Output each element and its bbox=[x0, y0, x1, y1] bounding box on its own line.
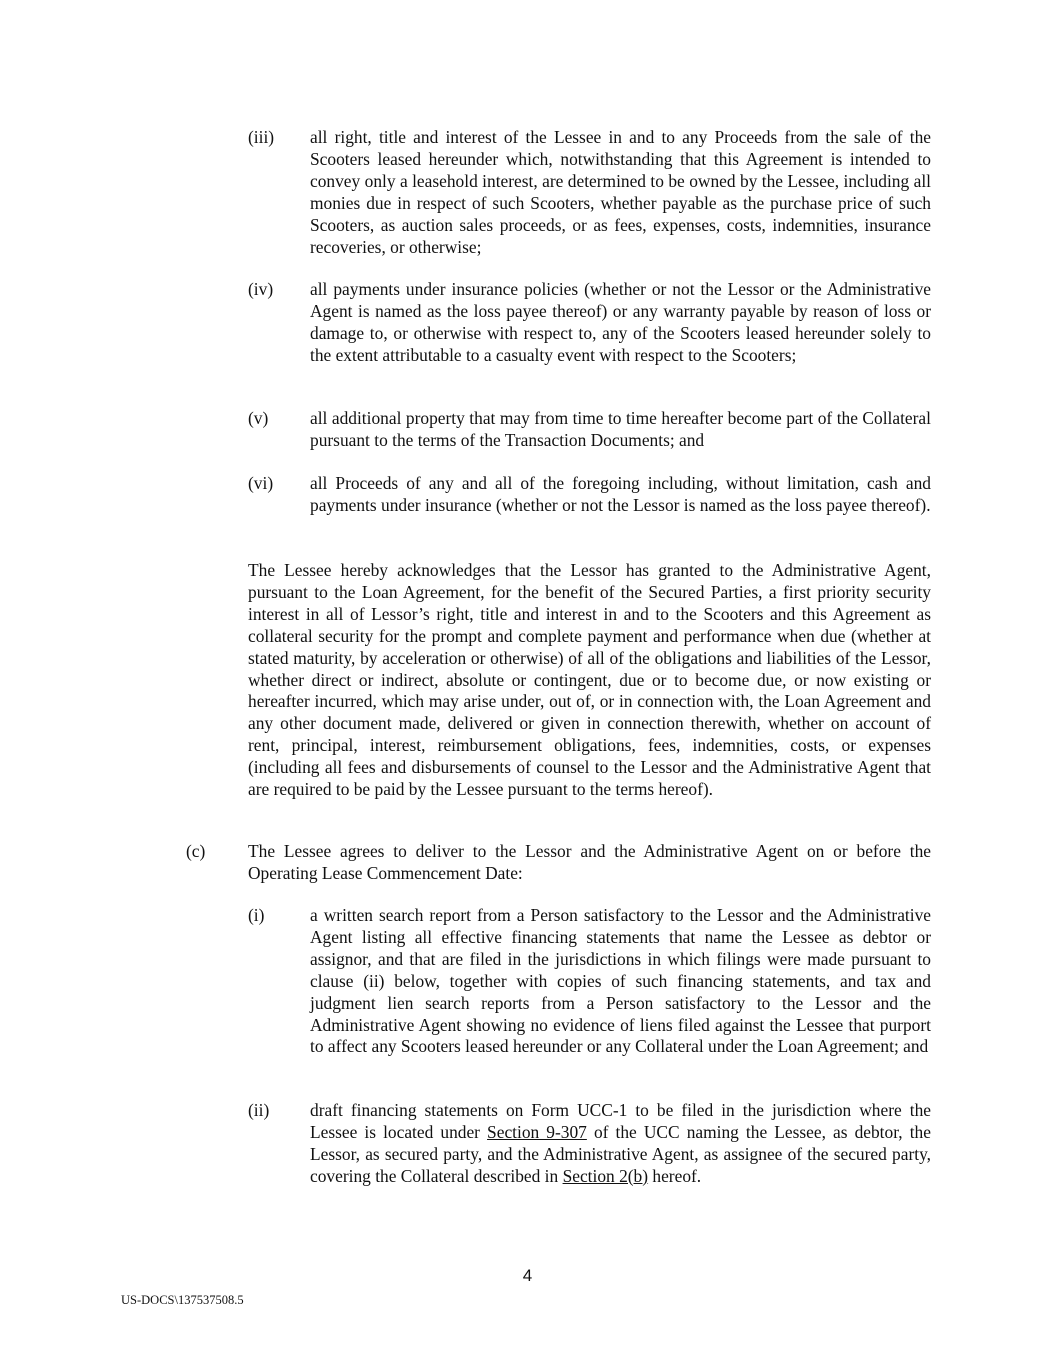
section-c-text: The Lessee agrees to deliver to the Lessor and the Administrative Agent on or before the Operating Lease Commencement Date: bbox=[248, 841, 931, 883]
item-text bbox=[310, 1100, 931, 1188]
item-label: (iv) bbox=[248, 279, 274, 299]
text-part: hereof. bbox=[648, 1165, 702, 1186]
section-2b-reference: Section 2(b) bbox=[562, 1165, 649, 1186]
item-label: (v) bbox=[248, 408, 269, 428]
text-part: draft financing statements on Form UCC-1 to be filed in the jurisdiction where the Lessee is located under bbox=[310, 1100, 931, 1142]
page-number: 4 bbox=[522, 1266, 533, 1285]
item-label: (vi) bbox=[248, 473, 274, 493]
item-label: (i) bbox=[248, 905, 265, 925]
footer-doc-id: US-DOCS\137537508.5 bbox=[121, 1293, 244, 1307]
acknowledgment-paragraph: The Lessee hereby acknowledges that the Lessor has granted to the Administrative Agent, pursuant to the Loan Agreement, for the benefit of the Secured Parties, a first priority security interest in all of Lessor’s right, title and interest in and to the Scooters and this Agreement as collateral security for the prompt and complete payment and performance when due (whether at stated maturity, by acceleration or otherwise) of all of the obligations and liabilities of the Lessor, whether direct or indirect, absolute or contingent, due or to become due, or now existing or hereafter incurred, which may arise under, out of, or in connection with, the Loan Agreement and any other document made, delivered or given in connection therewith, whether on account of rent, principal, interest, reimbursement obligations, fees, indemnities, costs, or expenses (including all fees and disbursements of counsel to the Lessor and the Administrative Agent that are required to be paid by the Lessee pursuant to the terms hereof). bbox=[248, 560, 931, 800]
item-text: all additional property that may from time to time hereafter become part of the Collateral pursuant to the terms of the Transaction Documents; and bbox=[310, 408, 931, 450]
item-label: (ii) bbox=[248, 1100, 270, 1120]
section-c-label: (c) bbox=[186, 841, 206, 861]
item-text: all right, title and interest of the Lessee in and to any Proceeds from the sale of the Scooters leased hereunder which, notwithstanding that this Agreement is intended to convey only a leasehold interest, are determined to be owned by the Lessee, including all monies due in respect of such Scooters, whether payable as the purchase price of such Scooters, as auction sales proceeds, or as fees, expenses, costs, indemnities, insurance recoveries, or otherwise; bbox=[310, 127, 931, 257]
section-9-307-reference: Section 9-307 bbox=[487, 1121, 587, 1142]
item-label: (iii) bbox=[248, 127, 275, 147]
item-text: all Proceeds of any and all of the foregoing including, without limitation, cash and payments under insurance (whether or not the Lessor is named as the loss payee thereof). bbox=[310, 473, 931, 515]
item-text: all payments under insurance policies (whether or not the Lessor or the Administrative Agent is named as the loss payee thereof) or any warranty payable by reason of loss or damage to, or otherwise with respect to, any of the Scooters leased hereunder solely to the extent attributable to a casualty event with respect to the Scooters; bbox=[310, 279, 931, 365]
item-text: a written search report from a Person satisfactory to the Lessor and the Administrative Agent listing all effective financing statements that name the Lessee as debtor or assignor, and that are filed in the jurisdictions in which filings were made pursuant to clause (ii) below, together with copies of such financing statements, and tax and judgment lien search reports from a Person satisfactory to the Lessor and the Administrative Agent showing no evidence of liens filed against the Lessee that purport to affect any Scooters leased hereunder or any Collateral under the Loan Agreement; and bbox=[310, 905, 931, 1057]
text-part: of the UCC naming the Lessee, as debtor, the Lessor, as secured party, and the Administrative Agent, as assignee of the secured party, covering the Collateral described in bbox=[310, 1121, 931, 1186]
